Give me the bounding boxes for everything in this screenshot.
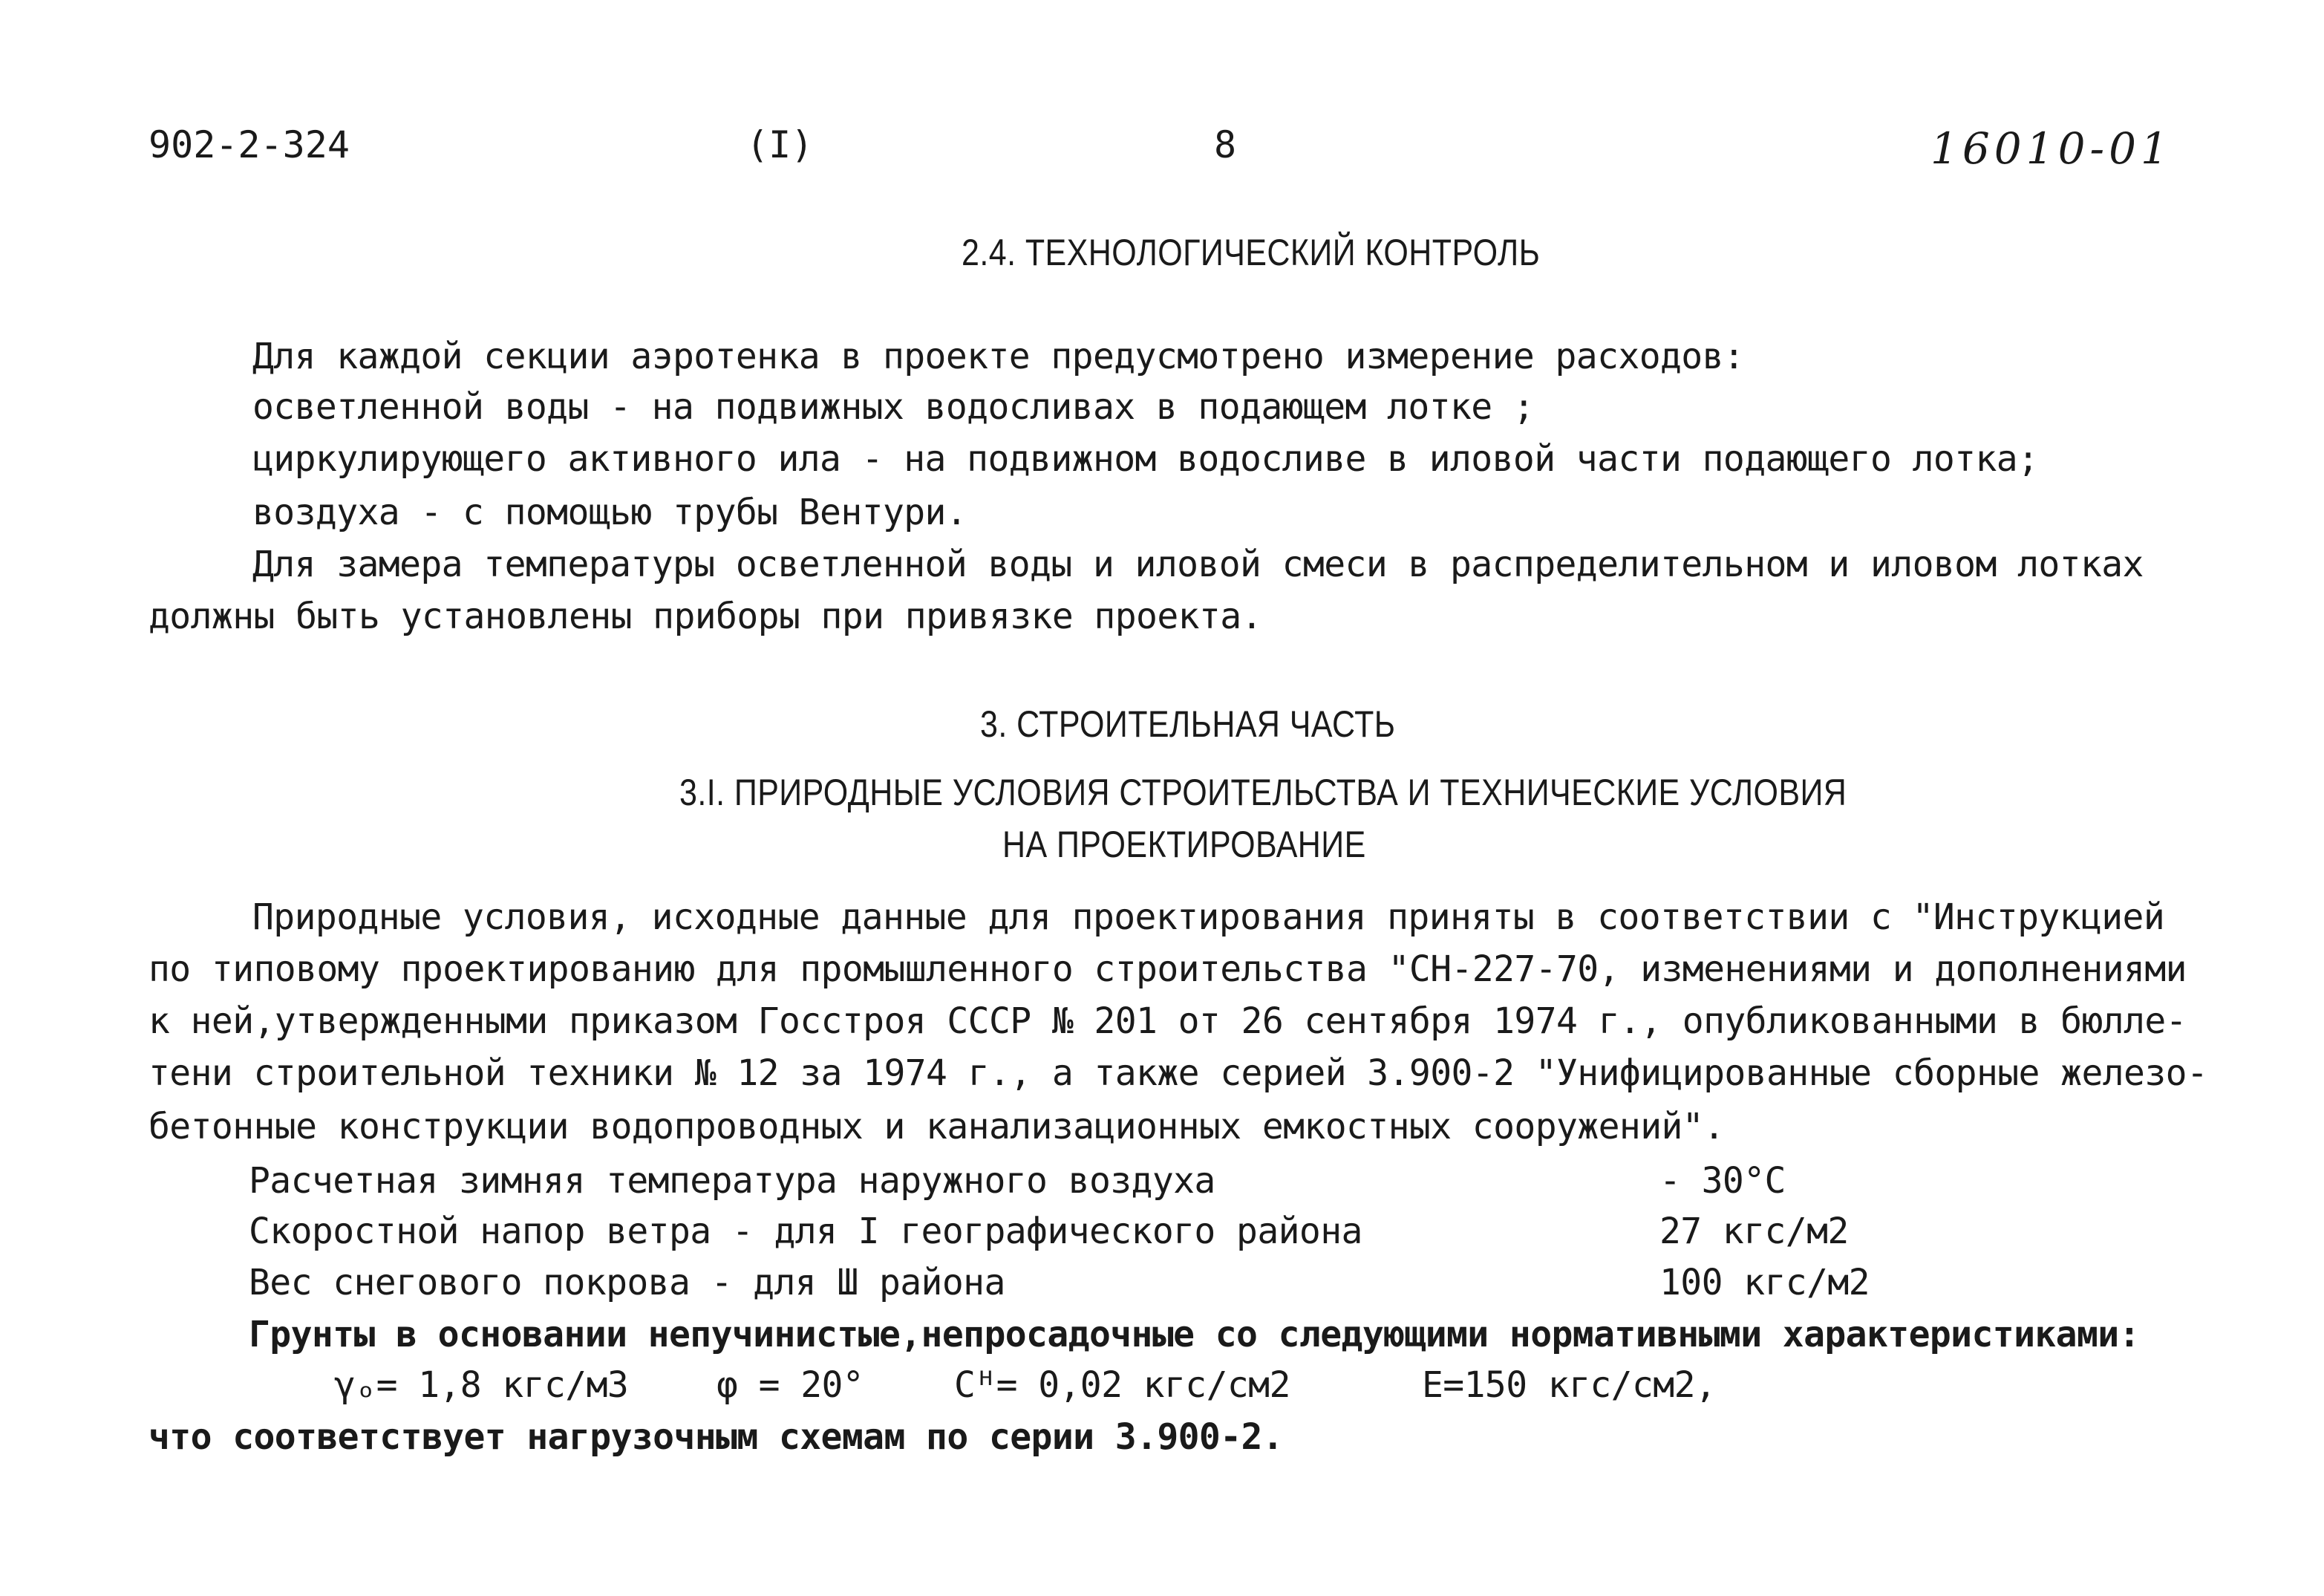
paragraph-line: бетонные конструкции водопроводных и канализационных емкостных сооружений". [148, 1106, 1725, 1147]
section-2-4-title: 2.4. ТЕХНОЛОГИЧЕСКИЙ КОНТРОЛЬ [962, 232, 1541, 273]
paragraph-line: к ней,утвержденными приказом Госстроя СССР № 201 от 26 сентября 1974 г., опубликованными в бюлле- [148, 1000, 2187, 1042]
soil-cohesion-formula: Cᴴ= 0,02 кгс/см2 [954, 1364, 1290, 1406]
param-label: Расчетная зимняя температура наружного воздуха [249, 1160, 1215, 1202]
section-2-4-line: должны быть установлены приборы при привязке проекта. [148, 596, 1262, 637]
param-label: Вес снегового покрова - для Ш района [249, 1262, 1005, 1303]
section-2-4-line: воздуха - с помощью трубы Вентури. [252, 492, 967, 533]
soil-modulus-formula: E=150 кгс/см2, [1422, 1364, 1717, 1406]
param-label: Скоростной напор ветра - для I географического района [249, 1211, 1362, 1252]
paragraph-line: тени строительной техники № 12 за 1974 г., а также серией 3.900-2 "Унифицированные сборные железо- [148, 1052, 2208, 1094]
doc-code: 902-2-324 [148, 123, 350, 166]
param-value: 27 кгс/м2 [1659, 1211, 1849, 1252]
section-3-1-title-line2: НА ПРОЕКТИРОВАНИЕ [1002, 824, 1366, 865]
handwritten-inventory-number: 16010-01 [1930, 123, 2173, 174]
param-value: 100 кгс/м2 [1659, 1262, 1870, 1303]
section-3-title: 3. СТРОИТЕЛЬНАЯ ЧАСТЬ [980, 703, 1396, 745]
closing-line: что соответствует нагрузочным схемам по серии 3.900-2. [148, 1416, 1284, 1458]
section-2-4-line: циркулирующего активного ила - на подвижном водосливе в иловой части подающего лотка; [252, 438, 2039, 480]
paragraph-line: Природные условия, исходные данные для проектирования приняты в соответствии с "Инструкцией [252, 896, 2165, 938]
soil-density-formula: γₒ= 1,8 кгс/м3 [334, 1364, 629, 1406]
soil-intro: Грунты в основании непучинистые,непросадочные со следующими нормативными характеристиками: [249, 1314, 2140, 1355]
page-number: 8 [1214, 123, 1237, 166]
soil-friction-angle-formula: φ = 20° [717, 1364, 864, 1406]
paragraph-line: по типовому проектированию для промышленного строительства "СН-227-70, изменениями и дополнениями [148, 948, 2187, 990]
section-2-4-line: Для замера температуры осветленной воды и иловой смеси в распределительном и иловом лотках [252, 544, 2144, 585]
sheet-number: (I) [746, 123, 814, 166]
section-3-1-title-line1: 3.I. ПРИРОДНЫЕ УСЛОВИЯ СТРОИТЕЛЬСТВА И ТЕХНИЧЕСКИЕ УСЛОВИЯ [679, 772, 1847, 813]
section-2-4-line: осветленной воды - на подвижных водосливах в подающем лотке ; [252, 386, 1535, 428]
section-2-4-line: Для каждой секции аэротенка в проекте предусмотрено измерение расходов: [252, 336, 1745, 377]
param-value: - 30°С [1659, 1160, 1786, 1202]
